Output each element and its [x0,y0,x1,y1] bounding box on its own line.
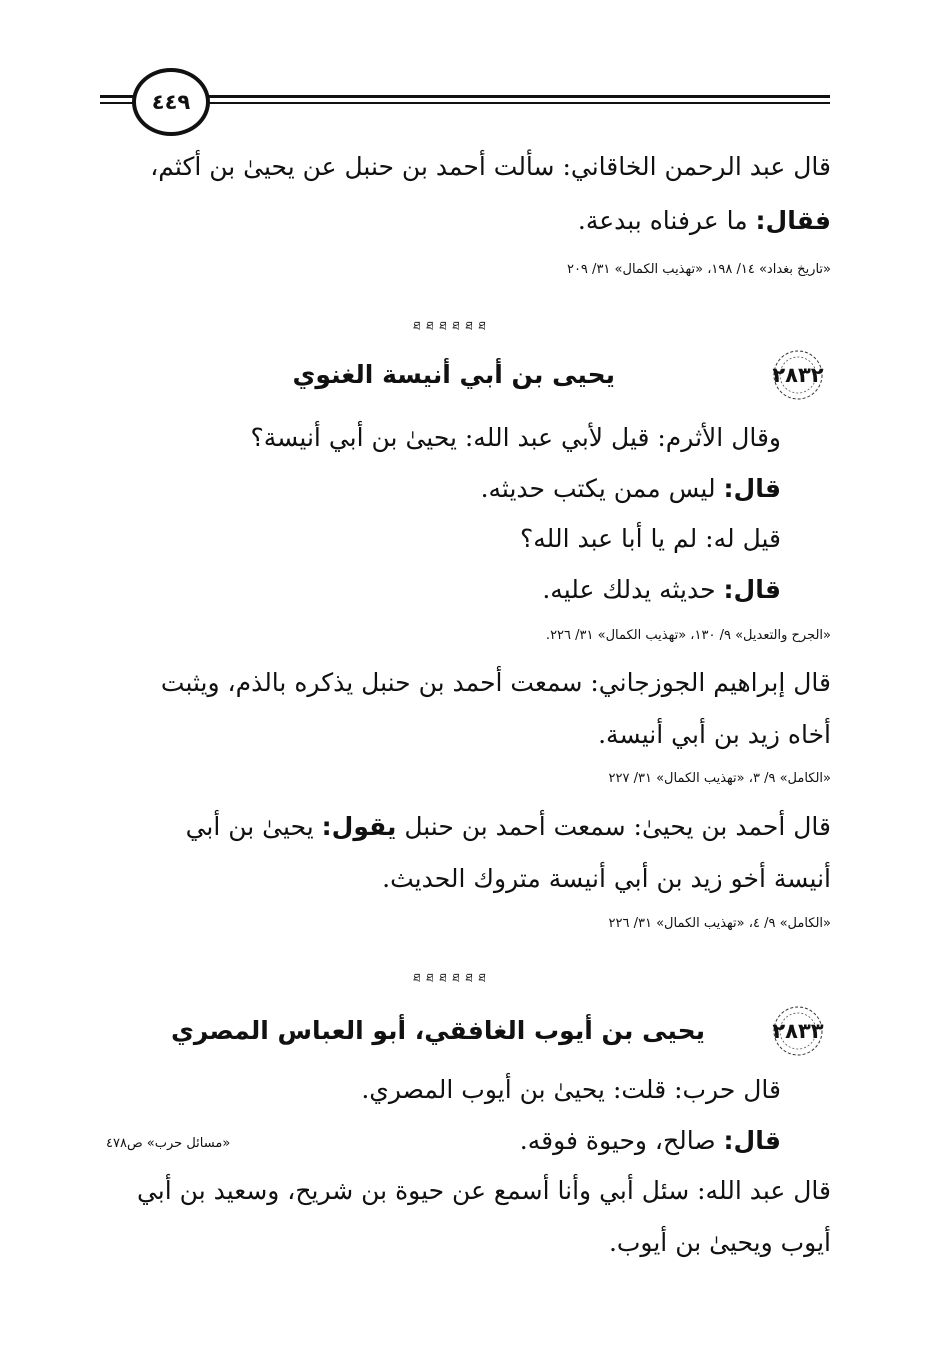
entry-2832-line-6: أخاه زيد بن أبي أنيسة. [598,720,831,749]
entry-number-2832-text: ٢٨٣٢ [772,363,824,387]
said-bold: قال: [723,575,781,604]
intro-line-2 [578,206,831,235]
entry-2833-line-2 [520,1126,781,1155]
entry-number-2832 [766,348,830,402]
entry-2832-line-7-b: يحيىٰ بن أبي [185,812,322,841]
entry-2832-line-7 [186,812,831,841]
entry-2832-line-7-a: قال أحمد بن يحيىٰ: سمعت أحمد بن حنبل [396,812,831,841]
entry-2833-line-4: أيوب ويحيىٰ بن أيوب. [608,1228,831,1257]
entry-title-2832: يحيى بن أبي أنيسة الغنوي [292,360,615,389]
entry-2833-line-1: قال حرب: قلت: يحيىٰ بن أيوب المصري. [361,1075,781,1104]
intro-said-bold: فقال: [755,206,831,235]
entry-2832-source-1: «الجرح والتعديل» ٩/ ١٣٠، «تهذيب الكمال» ٣١/ ٢٢٦. [545,628,831,643]
entry-2832-line-4-rest: حديثه يدلك عليه. [542,575,724,604]
intro-source: «تاريخ بغداد» ١٤/ ١٩٨، «تهذيب الكمال» ٣١/ ٢٠٩ [566,262,831,277]
intro-line-1: قال عبد الرحمن الخاقاني: سألت أحمد بن حنبل عن يحيىٰ بن أكثم، [150,152,831,181]
entry-2833-source-1: «مسائل حرب» ص٤٧٨ [106,1136,231,1151]
said-bold: قال: [723,1126,781,1155]
entry-2832-line-4 [542,575,781,604]
entry-number-2833 [766,1004,830,1058]
section-divider-ornament: ཐ ཐ ཐ ཐ ཐ ཐ [413,319,487,333]
intro-line-2-rest: ما عرفناه ببدعة. [577,206,756,235]
entry-2832-source-2: «الكامل» ٩/ ٣، «تهذيب الكمال» ٣١/ ٢٢٧ [608,771,831,786]
said-bold: قال: [723,474,781,503]
entry-2832-line-2 [481,474,781,503]
entry-2832-line-1: وقال الأثرم: قيل لأبي عبد الله: يحيىٰ بن أبي أنيسة؟ [250,423,781,452]
entry-2833-line-3: قال عبد الله: سئل أبي وأنا أسمع عن حيوة بن شريح، وسعيد بن أبي [136,1176,831,1205]
entry-2832-line-5: قال إبراهيم الجوزجاني: سمعت أحمد بن حنبل يذكره بالذم، ويثبت [160,668,831,697]
page-number: ٤٤٩ [132,68,210,136]
entry-2832-line-2-rest: ليس ممن يكتب حديثه. [480,474,724,503]
section-divider-ornament: ཐ ཐ ཐ ཐ ཐ ཐ [413,971,487,985]
entry-2832-source-3: «الكامل» ٩/ ٤، «تهذيب الكمال» ٣١/ ٢٢٦ [608,916,831,931]
entry-2833-line-2-rest: صالح، وحيوة فوقه. [519,1126,724,1155]
entry-title-2833: يحيى بن أيوب الغافقي، أبو العباس المصري [171,1016,705,1045]
entry-number-2833-text: ٢٨٣٣ [772,1019,824,1043]
says-bold: يقول: [321,812,397,841]
entry-2832-line-8: أنيسة أخو زيد بن أبي أنيسة متروك الحديث. [382,864,831,893]
entry-2832-line-3: قيل له: لم يا أبا عبد الله؟ [520,524,781,553]
